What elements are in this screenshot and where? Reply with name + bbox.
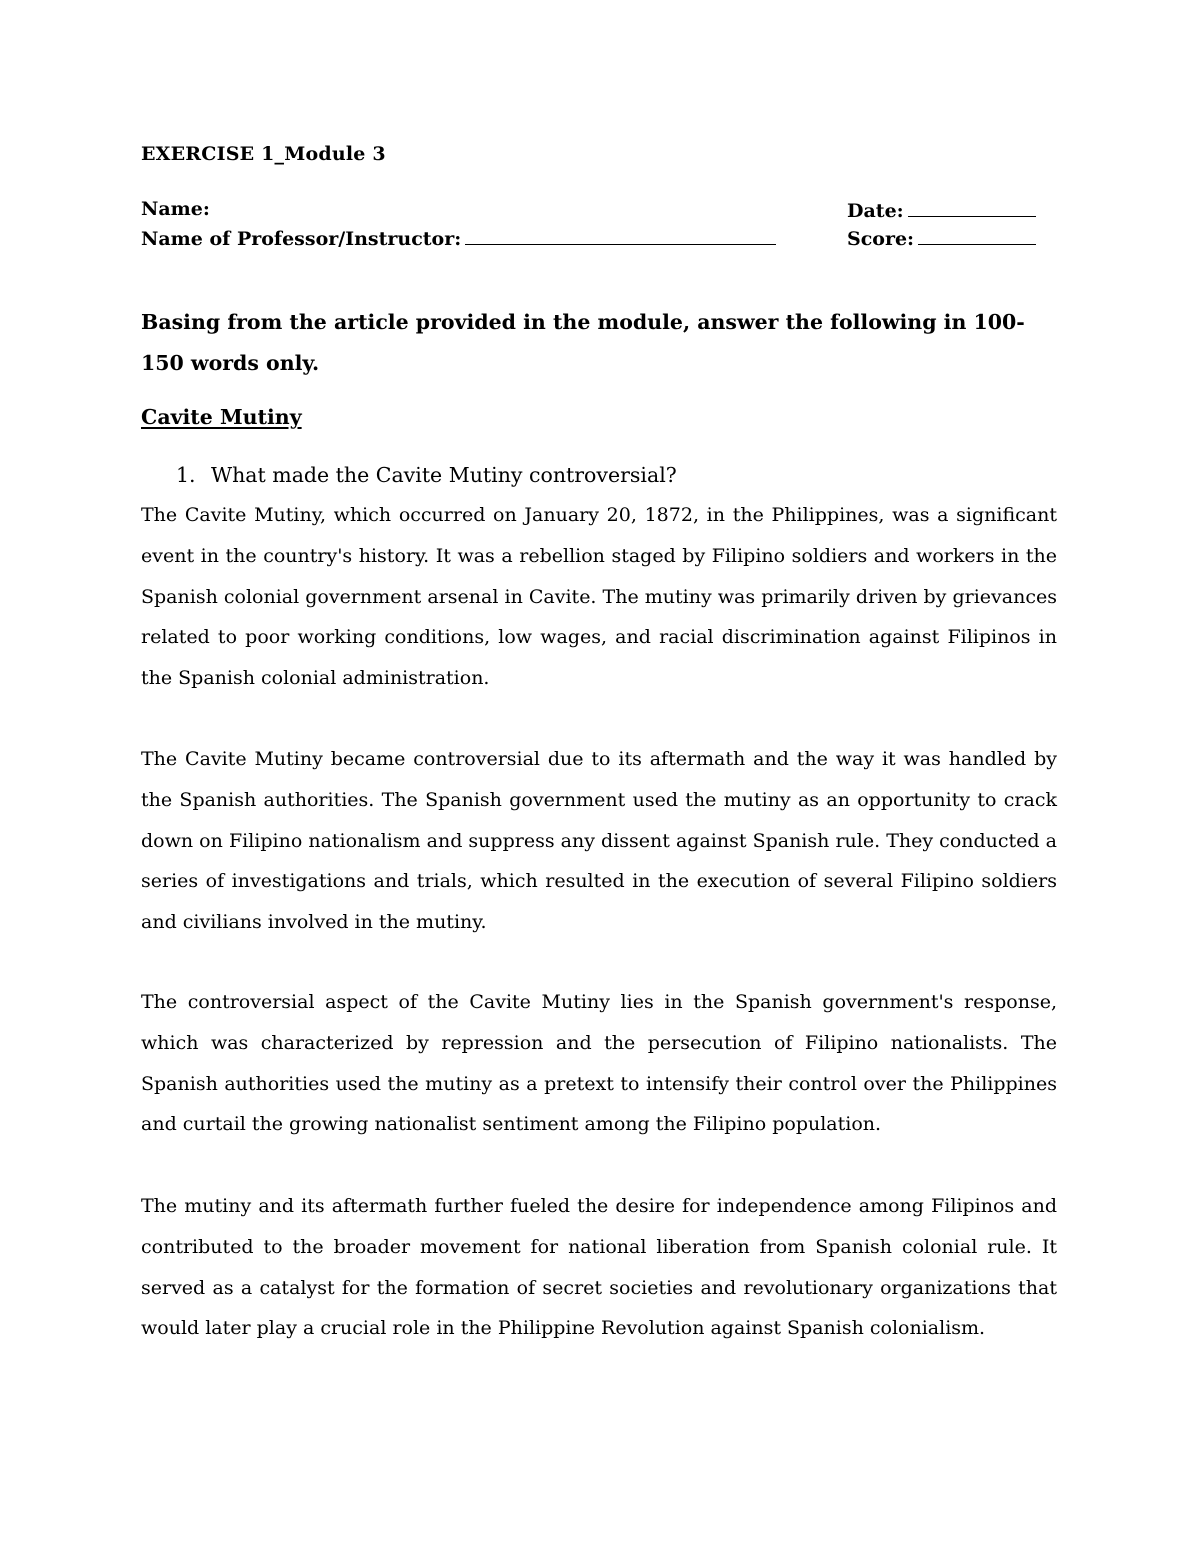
name-label: Name: <box>141 198 210 220</box>
document-title: EXERCISE 1_Module 3 <box>141 143 386 165</box>
date-label: Date: <box>847 200 904 222</box>
question-number: 1. <box>176 463 196 487</box>
professor-field <box>141 226 776 250</box>
score-label: Score: <box>847 228 915 250</box>
date-blank-line <box>908 198 1036 217</box>
professor-label: Name of Professor/Instructor: <box>141 228 462 250</box>
answer-paragraph: The controversial aspect of the Cavite Mutiny lies in the Spanish government's response, which was characterized by repression and the persecution of Filipino nationalists. The Spanish authorities used the mutiny as a pretext to intensify their control over the Philippines and curtail the growing nationalist sentiment among the Filipino population. <box>141 991 1057 1136</box>
score-blank-line <box>918 226 1036 245</box>
name-field <box>141 198 210 220</box>
answer-paragraph: The Cavite Mutiny, which occurred on January 20, 1872, in the Philippines, was a significant event in the country's history. It was a rebellion staged by Filipino soldiers and workers in the Spanish colonial government arsenal in Cavite. The mutiny was primarily driven by grievances related to poor working conditions, low wages, and racial discrimination against Filipinos in the Spanish colonial administration. <box>141 504 1057 690</box>
question-text: What made the Cavite Mutiny controversial? <box>211 463 677 487</box>
answer-paragraph: The mutiny and its aftermath further fueled the desire for independence among Filipinos and contributed to the broader movement for national liberation from Spanish colonial rule. It served as a catalyst for the formation of secret societies and revolutionary organizations that would later play a crucial role in the Philippine Revolution against Spanish colonialism. <box>141 1195 1057 1340</box>
question-1 <box>176 459 677 491</box>
instructions: Basing from the article provided in the module, answer the following in 100-150 words only. <box>141 310 1025 375</box>
section-heading: Cavite Mutiny <box>141 405 302 429</box>
answer-paragraph: The Cavite Mutiny became controversial due to its aftermath and the way it was handled by the Spanish authorities. The Spanish government used the mutiny as an opportunity to crack down on Filipino nationalism and suppress any dissent against Spanish rule. They conducted a series of investigations and trials, which resulted in the execution of several Filipino soldiers and civilians involved in the mutiny. <box>141 748 1057 934</box>
date-field <box>847 198 1036 222</box>
score-field <box>847 226 1036 250</box>
professor-blank-line <box>465 226 776 245</box>
